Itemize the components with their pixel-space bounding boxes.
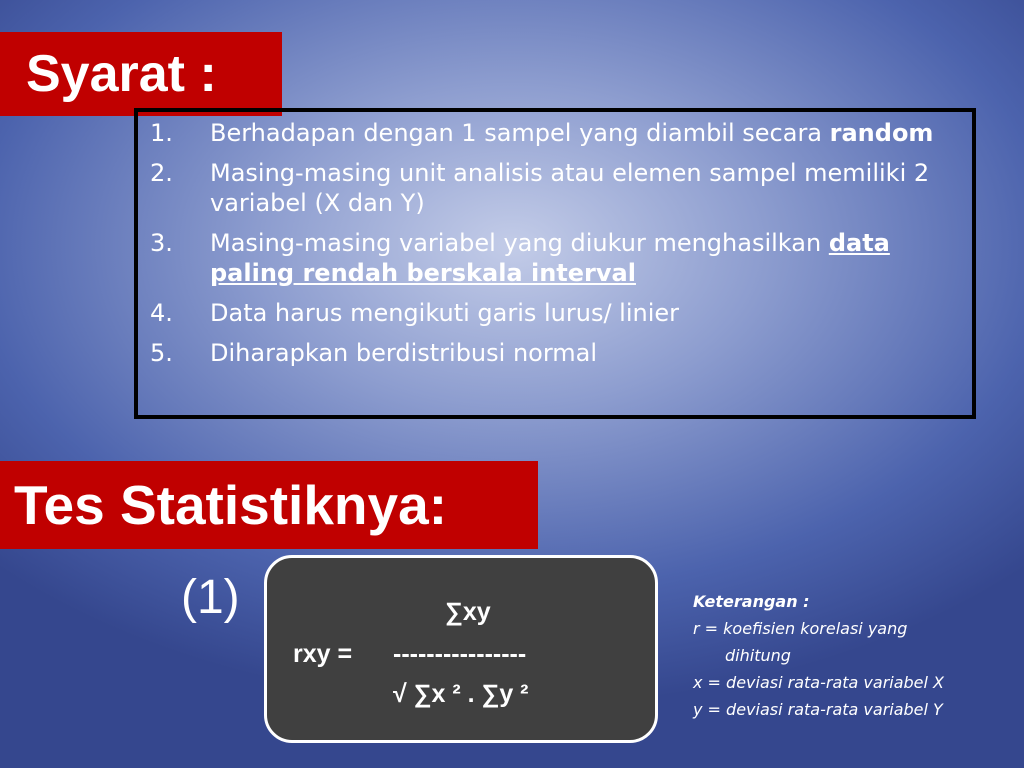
- requirement-text: Masing-masing variabel yang diukur menghasilkan: [210, 229, 829, 257]
- formula-divider: ----------------: [393, 640, 527, 668]
- requirement-text: Data harus mengikuti garis lurus/ linier: [210, 299, 680, 327]
- requirement-number: 5.: [150, 339, 173, 367]
- requirement-item-4: [150, 298, 970, 328]
- syarat-title: Syarat :: [0, 32, 282, 116]
- requirement-item-1: [150, 118, 970, 148]
- legend-x-line: x = deviasi rata-rata variabel X: [693, 673, 945, 692]
- equation-number: (1): [181, 571, 240, 624]
- requirement-text: Diharapkan berdistribusi normal: [210, 339, 598, 367]
- requirement-text: Masing-masing unit analisis atau elemen sampel memiliki 2 variabel (X dan Y): [210, 159, 930, 217]
- requirement-bold-text: random: [829, 119, 934, 147]
- formula-denominator: √ ∑x ² . ∑y ²: [393, 680, 529, 708]
- requirement-number: 3.: [150, 229, 173, 257]
- requirement-number: 1.: [150, 119, 173, 147]
- requirement-emphasis-text: data paling rendah berskala interval: [210, 229, 890, 287]
- formula-box: [264, 555, 658, 743]
- requirement-number: 4.: [150, 299, 173, 327]
- legend-r-line: r = koefisien korelasi yang: [693, 619, 908, 638]
- requirements-list: [150, 118, 970, 378]
- requirement-text: Berhadapan dengan 1 sampel yang diambil secara: [210, 119, 830, 147]
- legend-y-line: y = deviasi rata-rata variabel Y: [693, 700, 943, 719]
- requirement-number: 2.: [150, 159, 173, 187]
- legend-r-line-continued: dihitung: [725, 646, 791, 665]
- legend: [693, 588, 993, 723]
- formula-numerator: ∑xy: [445, 598, 491, 626]
- requirement-item-5: [150, 338, 970, 368]
- requirements-box: [134, 108, 976, 419]
- legend-heading: Keterangan :: [693, 592, 810, 611]
- tes-statistik-title: Tes Statistiknya:: [0, 461, 538, 549]
- requirement-item-3: [150, 228, 970, 288]
- requirement-item-2: [150, 158, 970, 218]
- formula-lhs: rxy =: [293, 640, 353, 668]
